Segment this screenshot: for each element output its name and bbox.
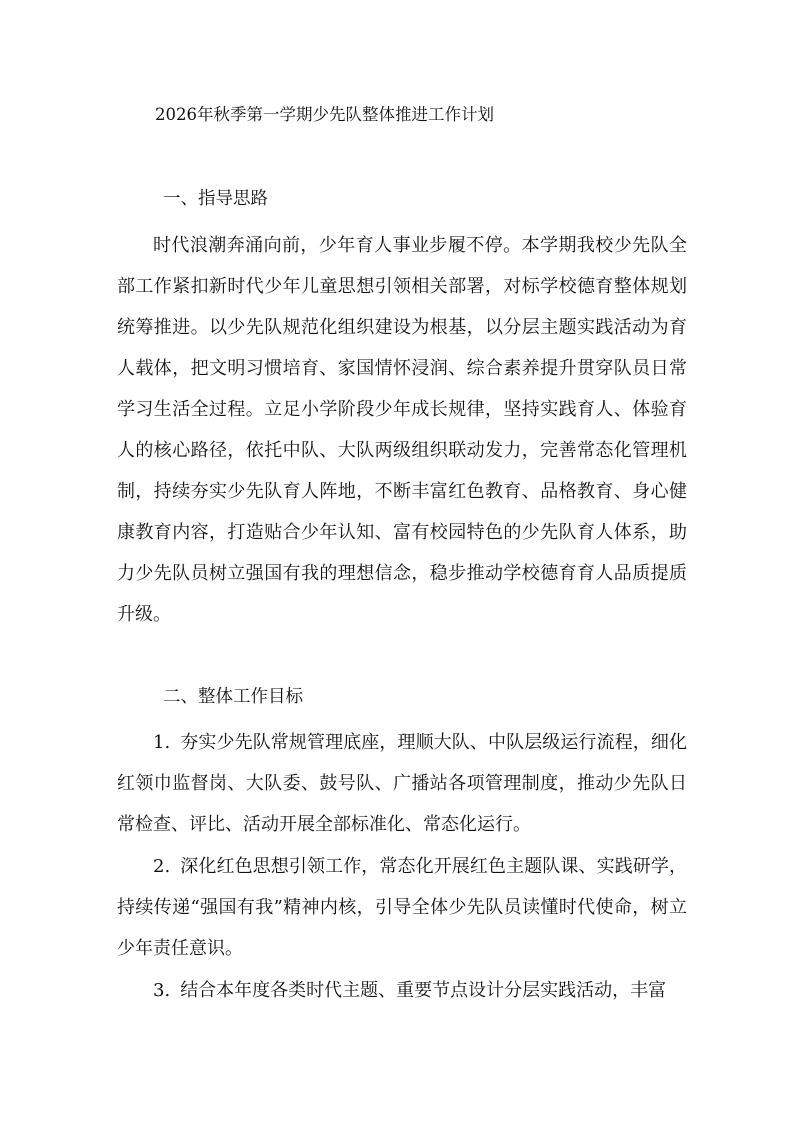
- guiding-thoughts-paragraph: 时代浪潮奔涌向前，少年育人事业步履不停。本学期我校少先队全部工作紧扣新时代少年儿童思想引领相关部署，对标学校德育整体规划统筹推进。以少先队规范化组织建设为根基，以分层主题实践活动为育人载体，把文明习惯培育、家国情怀浸润、综合素养提升贯穿队员日常学习生活全过程。立足小学阶段少年成长规律，坚持实践育人、体验育人的核心路径，依托中队、大队两级组织联动发力，完善常态化管理机制，持续夯实少先队育人阵地，不断丰富红色教育、品格教育、身心健康教育内容，打造贴合少年认知、富有校园特色的少先队育人体系，助力少先队员树立强国有我的理想信念，稳步推动学校德育育人品质提质升级。: [117, 235, 687, 625]
- goal-item-number: 1.: [153, 732, 171, 753]
- goal-item-number: 2.: [153, 856, 171, 877]
- goal-item-number: 3.: [153, 980, 171, 1001]
- goal-item: [117, 970, 687, 1011]
- goal-item-text: 深化红色思想引领工作，常态化开展红色主题队课、实践研学，持续传递“强国有我”精神内核，引导全体少先队员读懂时代使命，树立少年责任意识。: [117, 856, 687, 959]
- goal-item: [117, 846, 687, 969]
- goal-item: [117, 722, 687, 845]
- goal-item-text: 结合本年度各类时代主题、重要节点设计分层实践活动，丰富: [180, 980, 667, 1001]
- section-heading-work-goals: 二、整体工作目标: [163, 687, 303, 707]
- document-title: 2026年秋季第一学期少先队整体推进工作计划: [155, 105, 494, 124]
- section-heading-guiding-thoughts: 一、指导思路: [163, 189, 268, 209]
- goal-item-text: 夯实少先队常规管理底座，理顺大队、中队层级运行流程，细化红领巾监督岗、大队委、鼓号队、广播站各项管理制度，推动少先队日常检查、评比、活动开展全部标准化、常态化运行。: [117, 732, 687, 835]
